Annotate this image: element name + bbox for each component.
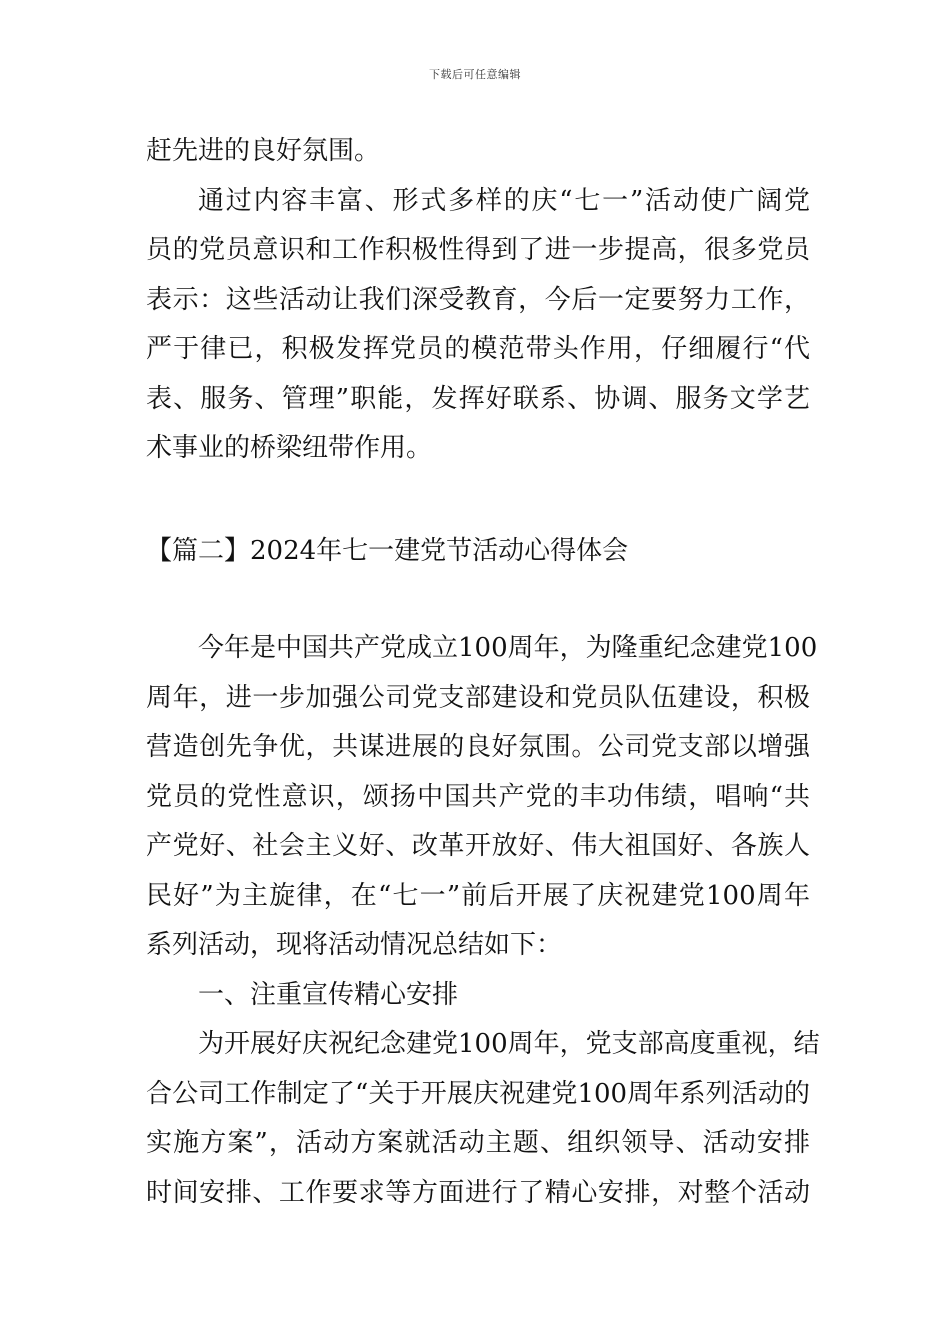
paragraph-line: 民好”为主旋律，在“七一”前后开展了庆祝建党100周年 [146, 880, 810, 911]
section-1-text [146, 127, 810, 474]
paragraph-line: 今年是中国共产党成立100周年，为隆重纪念建党100 [198, 633, 818, 663]
section-heading: 【篇二】2024年七一建党节活动心得体会 [146, 536, 629, 566]
paragraph-line: 营造创先争优，共谋进展的良好氛围。公司党支部以增强 [146, 732, 810, 762]
paragraph-line: 严于律已，积极发挥党员的模范带头作用，仔细履行“代 [146, 334, 810, 364]
paragraph-line: 周年，进一步加强公司党支部建设和党员队伍建设，积极 [146, 682, 810, 713]
subsection-heading: 一、注重宣传精心安排 [198, 979, 459, 1010]
paragraph-line: 党员的党性意识，颂扬中国共产党的丰功伟绩，唱响“共 [146, 781, 810, 812]
paragraph-line: 产党好、社会主义好、改革开放好、伟大祖国好、各族人 [146, 831, 810, 861]
paragraph-line: 表、服务、管理”职能，发挥好联系、协调、服务文学艺 [146, 383, 810, 414]
paragraph-line: 系列活动，现将活动情况总结如下： [146, 930, 563, 960]
paragraph-line: 赶先进的良好氛围。 [146, 136, 381, 166]
paragraph-line: 表示：这些活动让我们深受教育，今后一定要努力工作， [146, 284, 810, 315]
paragraph-line: 通过内容丰富、形式多样的庆“七一”活动使广阔党 [198, 185, 810, 216]
paragraph-line: 员的党员意识和工作积极性得到了进一步提高，很多党员 [146, 235, 810, 265]
paragraph-line: 术事业的桥梁纽带作用。 [146, 433, 433, 463]
paragraph-line: 合公司工作制定了“关于开展庆祝建党100周年系列活动的 [146, 1078, 810, 1109]
section-2-heading-block [146, 527, 810, 577]
paragraph-line: 为开展好庆祝纪念建党100周年，党支部高度重视，结 [198, 1029, 820, 1059]
paragraph-line: 时间安排、工作要求等方面进行了精心安排，对整个活动 [146, 1177, 810, 1208]
section-2-text [146, 624, 820, 1218]
page-header: 下载后可任意编辑 [429, 68, 521, 81]
paragraph-line: 实施方案”，活动方案就活动主题、组织领导、活动安排 [146, 1128, 810, 1158]
